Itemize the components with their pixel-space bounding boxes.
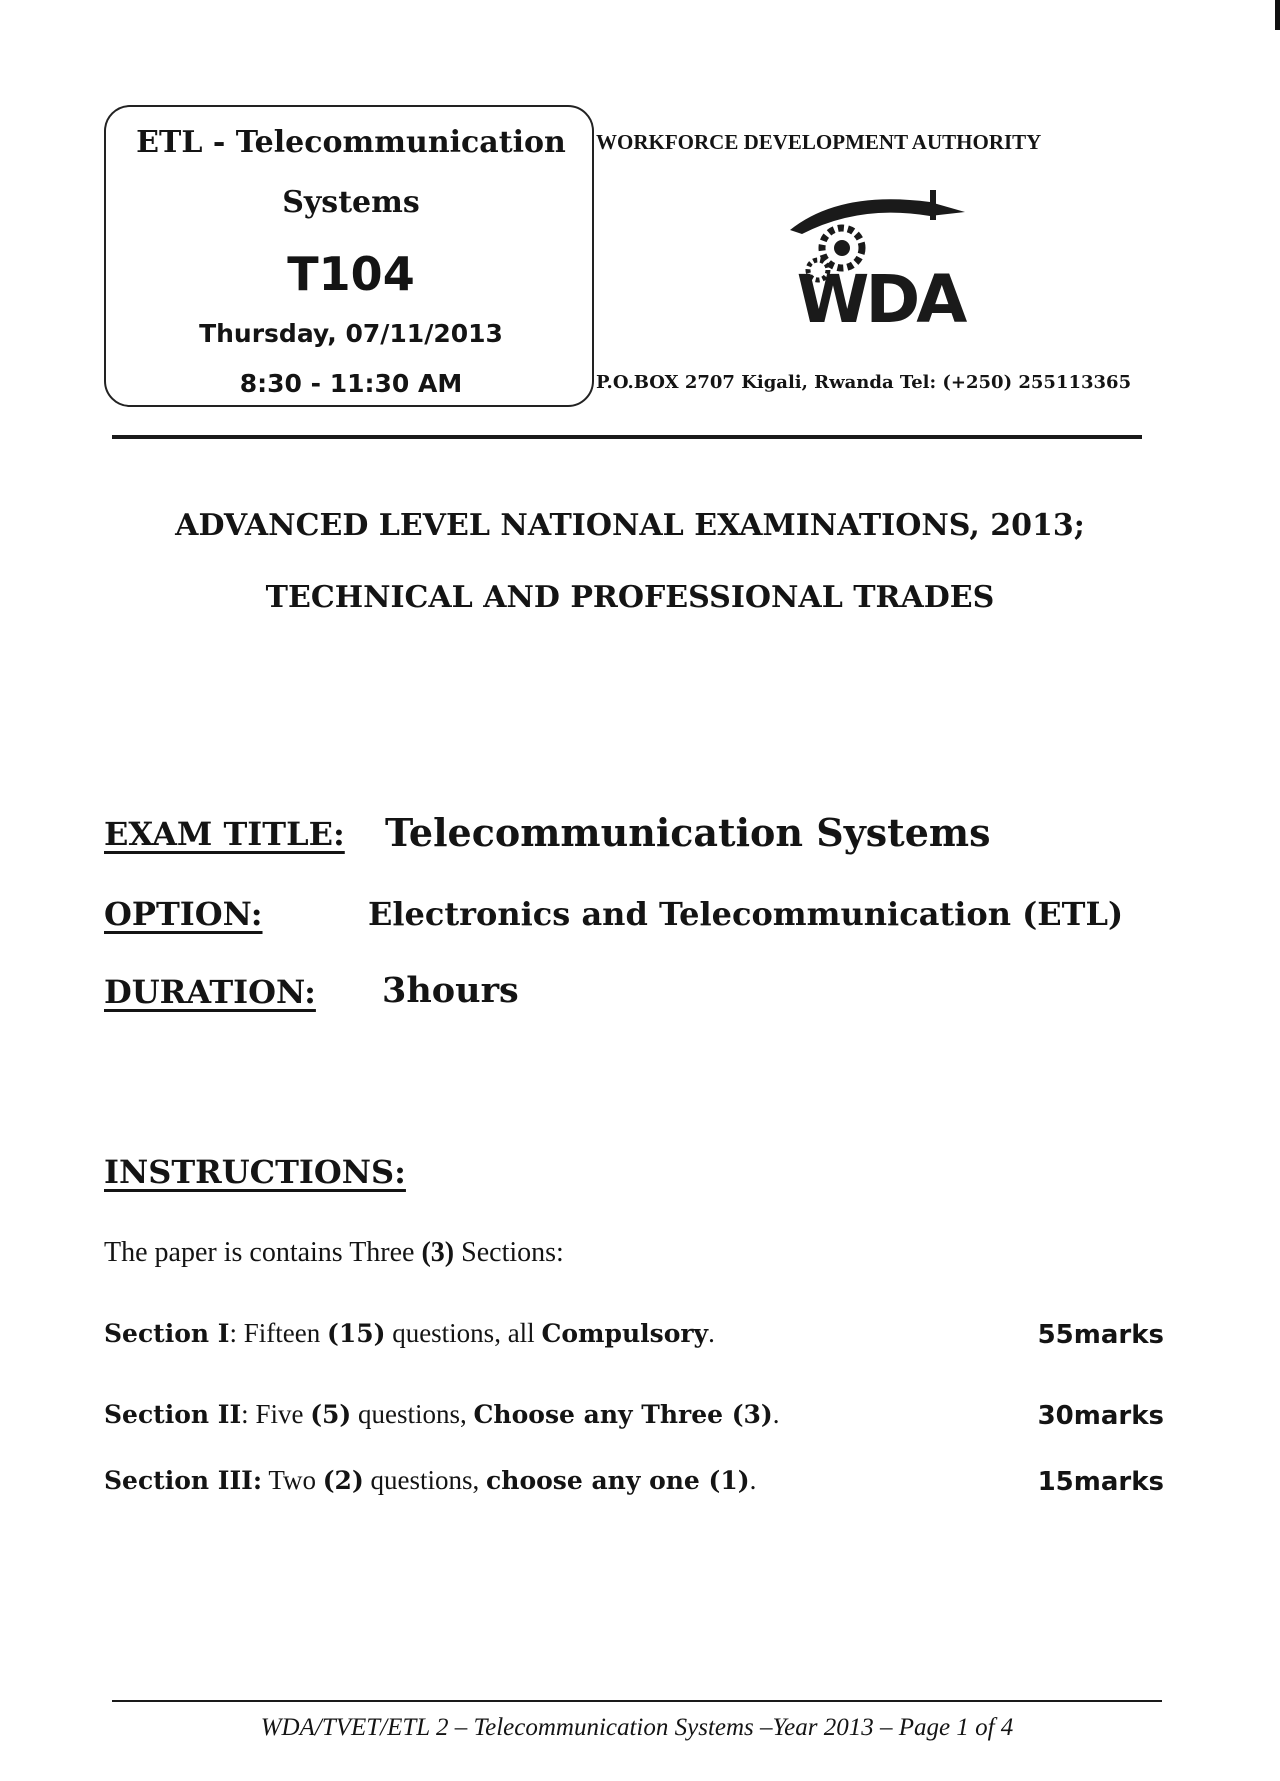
intro-number: (3) [421, 1237, 455, 1268]
exam-title-line2: TECHNICAL AND PROFESSIONAL TRADES [265, 580, 995, 615]
logo-lettering: WDA [796, 261, 964, 338]
section-question-count: (15) [326, 1319, 386, 1348]
section-text: questions, [363, 1465, 487, 1495]
paper-code: T104 [287, 247, 415, 301]
scan-edge-mark [1275, 0, 1280, 30]
instructions-heading: INSTRUCTIONS: [104, 1153, 406, 1191]
section-text: Five [248, 1399, 311, 1429]
section-text: questions, [351, 1399, 474, 1429]
exam-title-label: EXAM TITLE: [104, 815, 345, 853]
section-2-instruction [104, 1399, 780, 1430]
exam-time: 8:30 - 11:30 AM [239, 369, 463, 398]
section-end: . [708, 1318, 715, 1348]
intro-text: The paper is contains Three [104, 1237, 415, 1268]
section-colon: : [229, 1318, 237, 1348]
section-text: Two [262, 1465, 323, 1495]
section-text: Fifteen [237, 1318, 327, 1348]
duration-label: DURATION: [104, 973, 316, 1011]
option-value: Electronics and Telecommunication (ETL) [368, 895, 1124, 933]
section-3-marks: 15marks [1037, 1467, 1164, 1497]
section-2-marks: 30marks [1037, 1401, 1164, 1431]
header-divider [112, 435, 1142, 439]
exam-title-value: Telecommunication Systems [385, 810, 991, 855]
section-1-marks: 55marks [1037, 1320, 1164, 1350]
section-choice: choose any one (1) [486, 1466, 750, 1495]
section-text: questions, all [385, 1318, 542, 1348]
instructions-intro [104, 1237, 564, 1269]
option-label: OPTION: [104, 895, 263, 933]
section-1-instruction [104, 1318, 715, 1349]
intro-end: Sections: [461, 1237, 564, 1268]
section-label: Section I [104, 1319, 230, 1348]
section-label: Section II [104, 1400, 242, 1429]
page-footer: WDA/TVET/ETL 2 – Telecommunication Systems –Year 2013 – Page 1 of 4 [260, 1714, 1014, 1741]
exam-date: Thursday, 07/11/2013 [199, 319, 503, 348]
section-question-count: (5) [310, 1400, 352, 1429]
course-name-line2: Systems [282, 185, 420, 220]
authority-name: WORKFORCE DEVELOPMENT AUTHORITY [596, 130, 1042, 154]
section-3-instruction [104, 1465, 756, 1496]
authority-address: P.O.BOX 2707 Kigali, Rwanda Tel: (+250) 255113365 [596, 372, 1132, 393]
wda-logo [780, 190, 980, 340]
section-colon: : [241, 1399, 249, 1429]
footer-divider [112, 1700, 1162, 1702]
course-name-line1: ETL - Telecommunication [136, 125, 566, 160]
exam-info-box [104, 105, 594, 407]
exam-title-line1: ADVANCED LEVEL NATIONAL EXAMINATIONS, 2013; [175, 508, 1085, 543]
section-label: Section III: [104, 1466, 263, 1495]
section-end: . [749, 1465, 757, 1495]
duration-value: 3hours [382, 970, 519, 1011]
section-choice: Choose any Three (3) [473, 1400, 773, 1429]
section-question-count: (2) [322, 1466, 364, 1495]
section-choice: Compulsory [541, 1319, 709, 1348]
section-end: . [772, 1399, 780, 1429]
